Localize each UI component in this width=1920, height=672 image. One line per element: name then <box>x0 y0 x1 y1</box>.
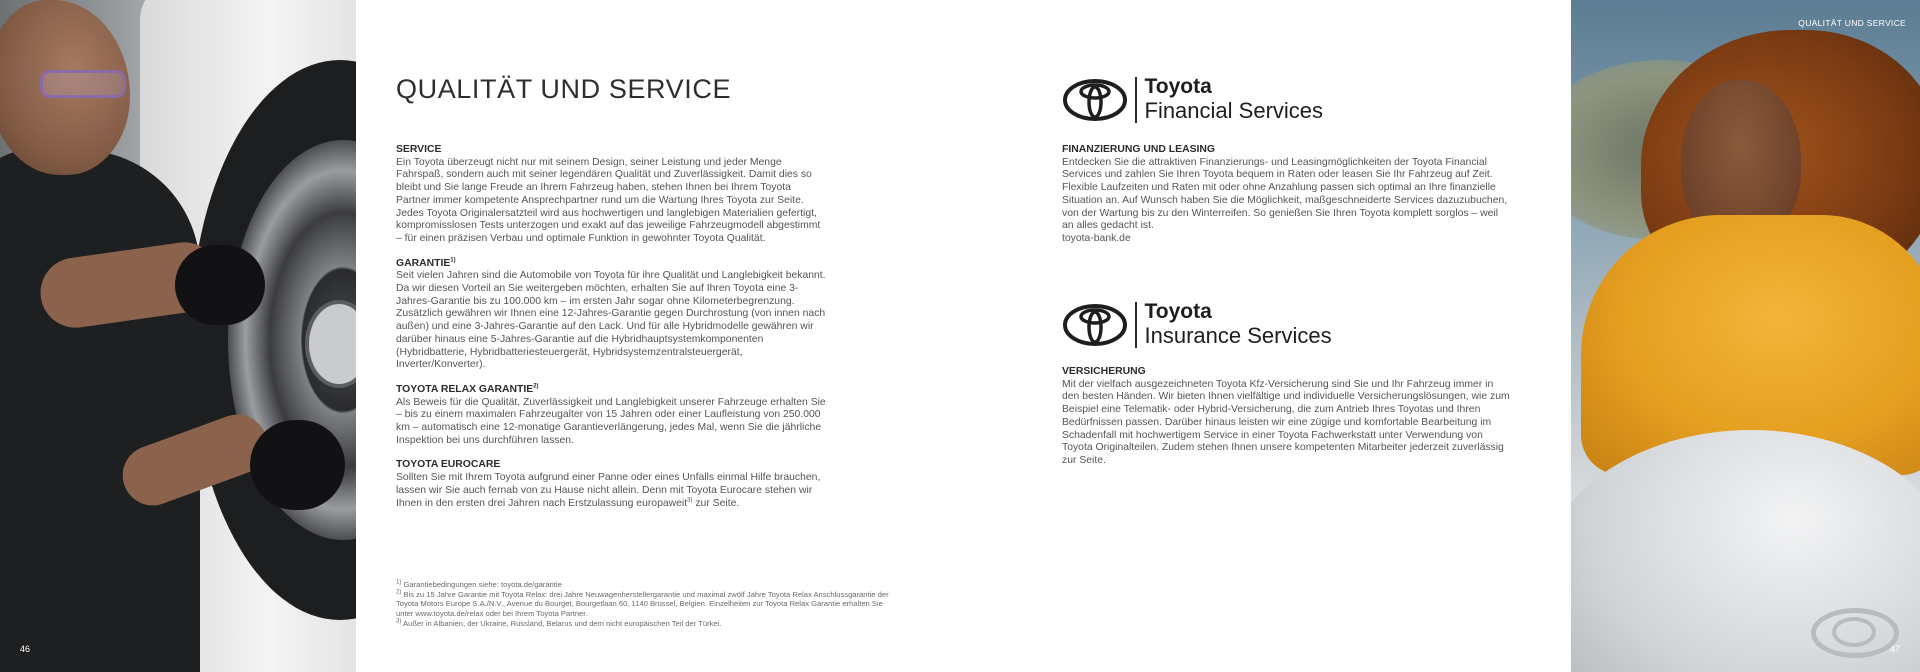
footnote-ref-2: 2) <box>533 383 539 390</box>
relax-heading-label: TOYOTA RELAX GARANTIE <box>396 383 534 395</box>
garantie-text: Seit vielen Jahren sind die Automobile von Toyota für ihre Qualität und Langlebigkeit bekannt. Da wir diesen Vorteil an Sie weitergeben möchten, erhalten Sie auf Ihren Toyota eine 3-Jahres-Garantie bis zu 100.000 km – im ersten Jahr sogar ohne Kilometerbegrenzung. Zusätzlich gewähren wir Ihnen eine 12-Jahres-Garantie gegen Durchrostung (von innen nach außen) und eine 3-Jahres-Garantie auf den Lack. Und für alle Hybridmodelle gewähren wir darüber hinaus eine 5-Jahres-Garantie auf die Hybridhauptsystemkomponenten (Hybridbatterie, Hybridbatteriesteuergerät, Hybridsystemzentralsteuergerät, Inverter/Konverter). <box>396 270 826 371</box>
glove-lower <box>250 420 345 510</box>
mechanic-shirt-shape <box>0 150 200 672</box>
footnote-3 <box>396 619 896 628</box>
eurocare-heading: TOYOTA EUROCARE <box>396 459 501 471</box>
logo-wordmark <box>1145 76 1324 123</box>
eurocare-paragraph <box>396 472 826 510</box>
logo-service: Financial Services <box>1144 98 1324 123</box>
financing-section <box>1062 144 1512 246</box>
relax-text: Als Beweis für die Qualität, Zuverlässigkeit und Langlebigkeit unserer Fahrzeuge erhalten Sie – bis zu einem maximalen Fahrzeugalter von 15 Jahren oder einer Laufleistung von 250.000 km – automatisch eine 12-monatige Garantieverlängerung, jedes Mal, wenn Sie die jährliche Inspektion bei uns durchführen lassen. <box>396 396 826 446</box>
logo-divider <box>1135 77 1137 123</box>
footnote-ref-3: 3) <box>687 497 693 504</box>
logo-wordmark <box>1145 301 1332 348</box>
toyota-insurance-services-logo <box>1062 301 1332 348</box>
toyota-bank-link[interactable]: toyota-bank.de <box>1062 232 1131 244</box>
toyota-emblem-icon <box>1062 303 1128 347</box>
service-section <box>396 144 826 246</box>
insurance-text: Mit der vielfach ausgezeichneten Toyota Kfz-Versicherung sind Sie und Ihr Fahrzeug immer in den besten Händen. Wir bieten Ihnen vielfältige und individuelle Versicherungslösungen, wie zum Beispiel eine Telematik- oder Hybrid-Versicherung, die zum Antrieb Ihres Toyotas und Ihren Bedürfnissen passen. Darüber hinaus leisten wir eine zügige und komfortable Bearbeitung im Schadenfall mit hochwertigem Service in einer Toyota Fachwerkstatt unter Verwendung von Toyota Originalteilen. Zudem stehen Ihnen unsere kompetenten Mitarbeiter jederzeit zuverlässig zur Seite. <box>1062 378 1510 466</box>
garantie-heading-label: GARANTIE <box>396 257 451 269</box>
financing-column <box>1062 144 1512 258</box>
insurance-heading: VERSICHERUNG <box>1062 366 1146 377</box>
page-number-left: 46 <box>20 644 31 654</box>
garantie-heading <box>396 258 826 271</box>
logo-brand: Toyota <box>1144 75 1212 98</box>
page-title: QUALITÄT UND SERVICE <box>396 74 732 104</box>
relax-section <box>396 384 826 448</box>
footnote-mark: 1) <box>396 579 402 586</box>
glove-upper <box>175 245 265 325</box>
eurocare-section <box>396 459 826 510</box>
mechanic-photo <box>0 0 356 672</box>
footnote-text: Außer in Albanien, der Ukraine, Russland, Belarus und dem nicht europäischen Teil der Türkei. <box>403 618 722 628</box>
woman-car-photo <box>1571 0 1920 672</box>
logo-service: Insurance Services <box>1144 323 1332 348</box>
service-heading: SERVICE <box>396 144 442 155</box>
financing-text: Entdecken Sie die attraktiven Finanzierungs- und Leasingmöglichkeiten der Toyota Financial Services und zahlen Sie Ihren Toyota bequem in Raten oder leasen Sie Ihr Fahrzeug auf Zeit. Flexible Laufzeiten und Raten mit oder ohne Anzahlung passen sich optimal an Ihre finanzielle Situation an. Auf Wunsch haben Sie die Möglichkeit, maßgeschneiderte Services dazuzubuchen, von der Wartung bis zu den Winterreifen. So genießen Sie Ihren Toyota komplett sorglos – weil an alles gedacht ist. <box>1062 156 1508 232</box>
safety-glasses-shape <box>40 70 126 98</box>
footnote-mark: 3) <box>396 618 402 625</box>
page-number-right: 47 <box>1889 644 1900 654</box>
footnotes <box>396 580 896 629</box>
logo-divider <box>1135 302 1137 348</box>
garantie-section <box>396 258 826 372</box>
footnote-mark: 2) <box>396 589 402 596</box>
toyota-emblem-icon <box>1062 78 1128 122</box>
footnote-text: Bis zu 15 Jahre Garantie mit Toyota Relax: drei Jahre Neuwagenherstellergarantie und maximal zwölf Jahre Toyota Relax Anschlussgarantie der Toyota Motors Europe S.A./N.V., Avenue du Bourget, Bourgetlaan 60, 1140 Brüssel, Belgien. Einzelheiten zur Toyota Relax Garantie erhalten Sie unter www.toyota.de/relax oder bei Ihrem Toyota Partner. <box>396 590 889 618</box>
footnote-text: Garantiebedingungen siehe: toyota.de/garantie <box>403 580 562 589</box>
corner-section-label: QUALITÄT UND SERVICE <box>1798 18 1906 28</box>
insurance-column <box>1062 366 1512 480</box>
car-emblem-icon <box>1811 608 1899 658</box>
service-column <box>396 144 826 522</box>
logo-brand: Toyota <box>1144 300 1212 323</box>
financing-heading: FINANZIERUNG UND LEASING <box>1062 144 1215 155</box>
eurocare-text-end: zur Seite. <box>695 497 740 509</box>
relax-heading <box>396 384 826 397</box>
eurocare-text: Sollten Sie mit Ihrem Toyota aufgrund einer Panne oder eines Unfalls einmal Hilfe brauchen, lassen wir Sie auch fernab von zu Hause nicht allein. Denn mit Toyota Eurocare stehen wir Ihnen in den ersten drei Jahren nach Erstzulassung europaweit <box>396 472 821 509</box>
insurance-section <box>1062 366 1512 468</box>
toyota-financial-services-logo <box>1062 76 1323 123</box>
footnote-1 <box>396 580 896 589</box>
footnote-2 <box>396 590 896 618</box>
service-text: Ein Toyota überzeugt nicht nur mit seinem Design, seiner Leistung und jeder Menge Fahrspaß, sondern auch mit seiner legendären Qualität und Zuverlässigkeit. Damit dies so bleibt und Sie lange Freude an Ihrem Fahrzeug haben, stehen Ihnen bei Ihrem Toyota Partner immer kompetente Ansprechpartner rund um die Wartung Ihres Toyota zur Seite. Jedes Toyota Originalersatzteil wird aus hochwertigen und langlebigen Materialien gefertigt, kompromisslosen Tests unterzogen und exakt auf das jeweilige Fahrzeugmodell abgestimmt – für einen präzisen Verbau und optimale Funktion in gewohnter Toyota Qualität. <box>396 156 821 244</box>
footnote-ref-1: 1) <box>450 257 456 264</box>
